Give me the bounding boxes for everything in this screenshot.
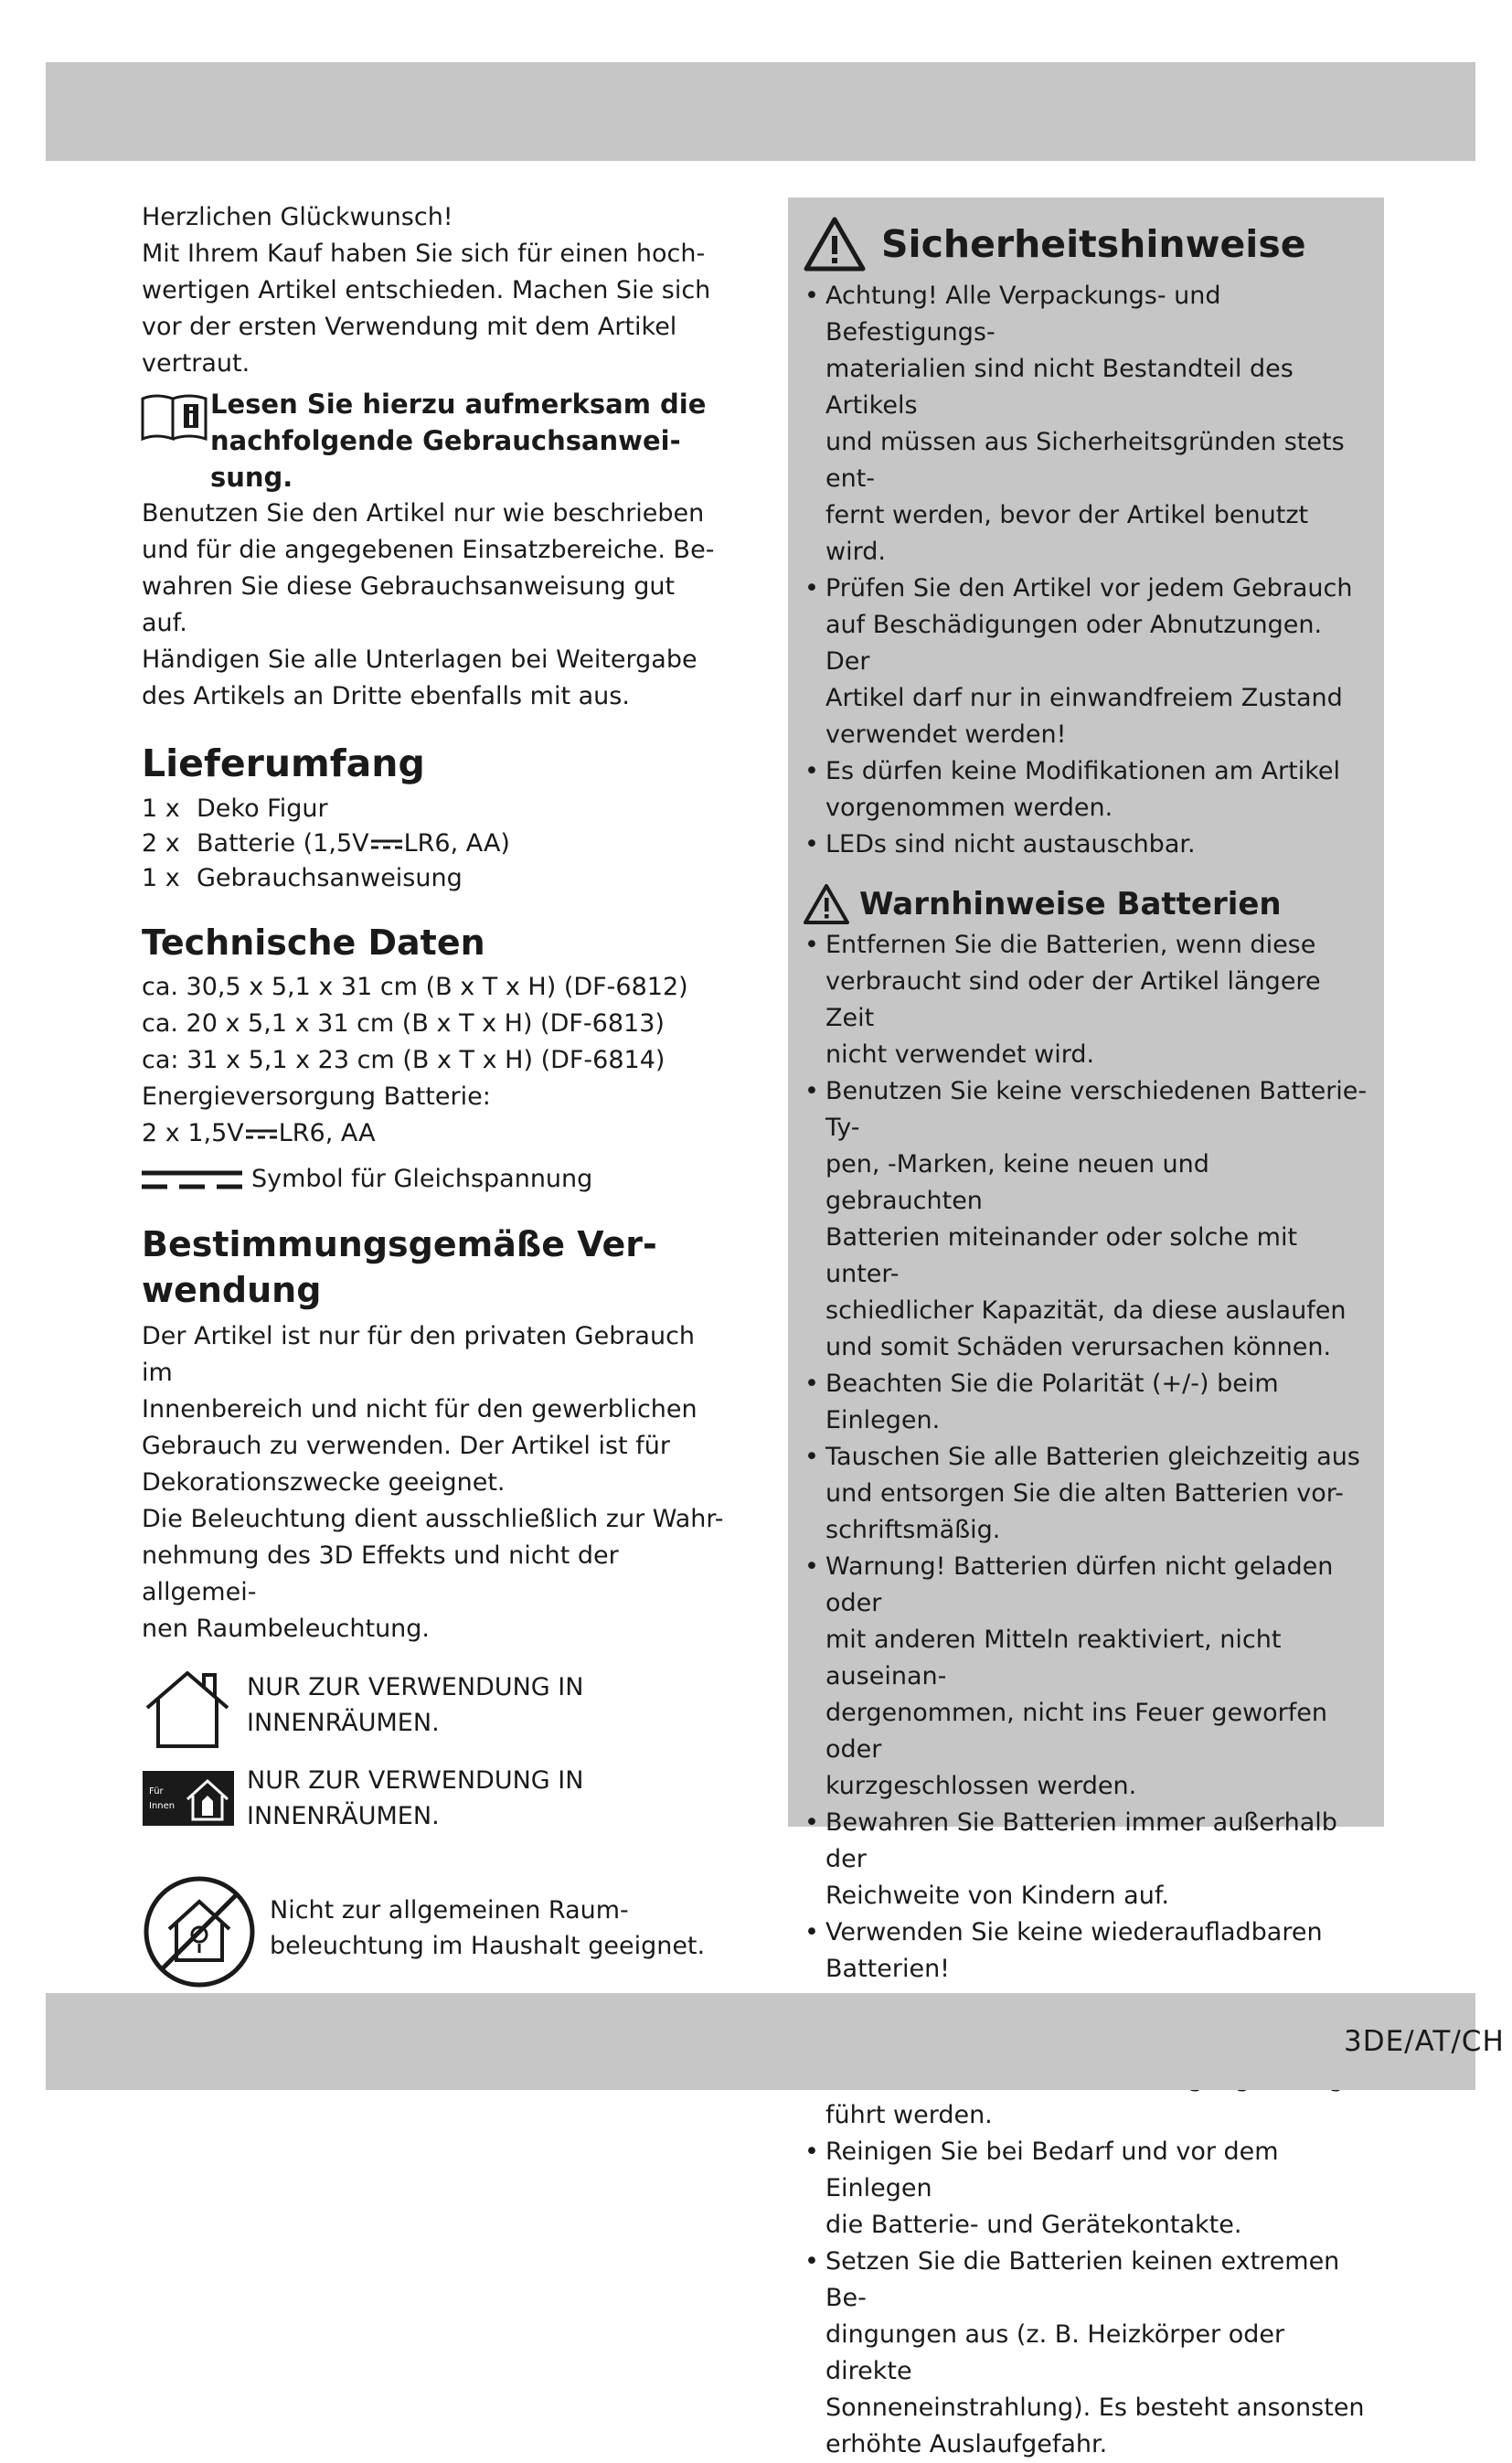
safety-panel bbox=[788, 197, 1384, 2458]
note-line: nachfolgende Gebrauchsanwei- bbox=[210, 425, 681, 456]
footer-band bbox=[46, 1993, 1505, 2090]
scope-list bbox=[142, 792, 727, 896]
indoor-text: NUR ZUR VERWENDUNG IN bbox=[247, 1766, 584, 1795]
intended-line: nehmung des 3D Effekts und nicht der allgemei- bbox=[142, 1541, 619, 1606]
list-item bbox=[142, 861, 727, 896]
list-item: • Prüfen Sie den Artikel vor jedem Gebrauch auf Beschädigungen oder Abnutzungen. Der Artikel darf nur in einwandfreiem Zustand verwendet werden! bbox=[803, 570, 1374, 753]
left-column bbox=[142, 199, 727, 1993]
list-item: • Setzen Sie die Batterien keinen extremen Be- dingungen aus (z. B. Heizkörper oder direkte Sonneneinstrahlung). Es besteht ansonsten erhöhte Auslaufgefahr. bbox=[803, 2244, 1374, 2463]
tech-title: Technische Daten bbox=[142, 922, 485, 963]
note-line: sung. bbox=[210, 462, 293, 493]
usage-paragraph bbox=[142, 496, 727, 715]
list-item: • Tauschen Sie alle Batterien gleichzeitig aus und entsorgen Sie die alten Batterien vor- schriftsmäßig. bbox=[803, 1439, 1374, 1549]
usage-line: Händigen Sie alle Unterlagen bei Weitergabe bbox=[142, 645, 697, 674]
usage-line: Benutzen Sie den Artikel nur wie beschrieben bbox=[142, 499, 705, 528]
item-qty: 1 x bbox=[142, 794, 180, 823]
item-text bbox=[197, 826, 510, 861]
item-text-part: LR6, AA) bbox=[403, 829, 510, 858]
list-item: • LEDs sind nicht austauschbar. bbox=[803, 826, 1374, 863]
title-line: Bestimmungsgemäße Ver- bbox=[142, 1224, 657, 1264]
item-text: Gebrauchsanweisung bbox=[197, 864, 463, 892]
battery-spec: LR6, AA bbox=[278, 1119, 376, 1147]
no-room-lighting-icon bbox=[142, 1874, 257, 1989]
not-room-lighting-row bbox=[142, 1874, 727, 1993]
list-item: • Bewahren Sie Batterien immer außerhalb der Reichweite von Kindern auf. bbox=[803, 1805, 1374, 1914]
tech-line: ca. 30,5 x 5,1 x 31 cm (B x T x H) (DF-6812) bbox=[142, 973, 688, 1001]
house-outline-icon bbox=[142, 1668, 233, 1754]
dc-caption-row bbox=[142, 1161, 727, 1198]
warning-triangle-icon bbox=[803, 216, 867, 272]
usage-line: wahren Sie diese Gebrauchsanweisung gut auf. bbox=[142, 572, 676, 637]
intro-paragraph bbox=[142, 199, 727, 382]
dc-voltage-icon bbox=[371, 838, 402, 851]
indoor-use-row bbox=[142, 1668, 727, 1755]
list-item: • Achtung! Alle Verpackungs- und Befestigungs- materialien sind nicht Bestandteil des Artikels und müssen aus Sicherheitsgründen stets ent- fernt werden, bevor der Artikel benutzt wird. bbox=[803, 278, 1374, 570]
header-band bbox=[46, 62, 1475, 161]
safety-title: Sicherheitshinweise bbox=[881, 222, 1306, 266]
dc-caption: Symbol für Gleichspannung bbox=[251, 1165, 593, 1193]
list-item: • Benutzen Sie keine verschiedenen Batterie-Ty- pen, -Marken, keine neuen und gebrauchten Batterien miteinander oder solche mit unter- schiedlicher Kapazität, da diese auslaufen und somit Schäden verursachen können. bbox=[803, 1073, 1374, 1366]
item-qty: 1 x bbox=[142, 864, 180, 892]
list-item bbox=[142, 792, 727, 826]
intro-line: Herzlichen Glückwunsch! bbox=[142, 203, 453, 231]
open-book-info-icon bbox=[140, 391, 211, 442]
tech-line: ca. 20 x 5,1 x 31 cm (B x T x H) (DF-6813) bbox=[142, 1009, 665, 1038]
list-item: • Beachten Sie die Polarität (+/-) beim Einlegen. bbox=[803, 1366, 1374, 1439]
dc-voltage-symbol-icon bbox=[142, 1168, 242, 1192]
indoor-badge-icon bbox=[142, 1770, 235, 1827]
read-instructions-note bbox=[142, 386, 727, 496]
not-room-text: beleuchtung im Haushalt geeignet. bbox=[270, 1932, 706, 1960]
intended-use-paragraph bbox=[142, 1318, 727, 1647]
tech-paragraph bbox=[142, 969, 727, 1152]
tech-line: ca: 31 x 5,1 x 23 cm (B x T x H) (DF-6814) bbox=[142, 1046, 665, 1074]
intended-line: Gebrauch zu verwenden. Der Artikel ist für bbox=[142, 1432, 670, 1460]
battery-warnings-heading bbox=[803, 883, 1374, 925]
intro-line: Mit Ihrem Kauf haben Sie sich für einen hoch- bbox=[142, 240, 706, 268]
list-item: • Warnung! Batterien dürfen nicht geladen oder mit anderen Mitteln reaktiviert, nicht auseinan- dergenommen, nicht ins Feuer geworfen oder kurzgeschlossen werden. bbox=[803, 1549, 1374, 1805]
intended-line: nen Raumbeleuchtung. bbox=[142, 1615, 431, 1643]
list-item: • Reinigen Sie bei Bedarf und vor dem Einlegen die Batterie- und Gerätekontakte. bbox=[803, 2134, 1374, 2244]
list-item bbox=[142, 826, 727, 861]
list-item: • Entfernen Sie die Batterien, wenn diese verbraucht sind oder der Artikel längere Zeit nicht verwendet wird. bbox=[803, 927, 1374, 1073]
battery-spec: 2 x 1,5V bbox=[142, 1119, 244, 1147]
indoor-text: NUR ZUR VERWENDUNG IN bbox=[247, 1673, 584, 1701]
intro-line: vertraut. bbox=[142, 349, 250, 378]
badge-line: Innen bbox=[149, 1801, 176, 1811]
usage-line: des Artikels an Dritte ebenfalls mit aus. bbox=[142, 682, 630, 710]
scope-title: Lieferumfang bbox=[142, 741, 425, 785]
intended-use-title bbox=[142, 1221, 727, 1313]
intro-line: wertigen Artikel entschieden. Machen Sie sich bbox=[142, 276, 711, 304]
safety-list bbox=[803, 278, 1374, 863]
intended-line: Der Artikel ist nur für den privaten Gebrauch im bbox=[142, 1322, 696, 1387]
battery-warnings-title: Warnhinweise Batterien bbox=[859, 886, 1282, 922]
warning-triangle-icon bbox=[803, 883, 850, 925]
usage-line: und für die angegebenen Einsatzbereiche. Be- bbox=[142, 536, 715, 564]
battery-warnings-list bbox=[803, 927, 1374, 2463]
indoor-use-row-2 bbox=[142, 1761, 727, 1849]
intro-line: vor der ersten Verwendung mit dem Artikel bbox=[142, 313, 677, 341]
dc-voltage-icon bbox=[246, 1128, 277, 1141]
list-item: • Verwenden Sie keine wiederaufladbaren Batterien! bbox=[803, 1914, 1374, 1988]
list-item: • Es dürfen keine Modifikationen am Artikel vorgenommen werden. bbox=[803, 753, 1374, 826]
intended-line: Dekorationszwecke geeignet. bbox=[142, 1468, 506, 1497]
item-text-part: Batterie (1,5V bbox=[197, 829, 369, 858]
tech-line: Energieversorgung Batterie: bbox=[142, 1082, 491, 1111]
not-room-text: Nicht zur allgemeinen Raum- bbox=[270, 1896, 629, 1925]
note-line: Lesen Sie hierzu aufmerksam die bbox=[210, 389, 707, 420]
intended-line: Die Beleuchtung dient ausschließlich zur Wahr- bbox=[142, 1505, 724, 1533]
list-item: • führt werden. bbox=[803, 1988, 1374, 2134]
intended-line: Innenbereich und nicht für den gewerblichen bbox=[142, 1395, 697, 1423]
item-qty: 2 x bbox=[142, 829, 180, 858]
indoor-text: INNENRÄUMEN. bbox=[247, 1802, 440, 1830]
indoor-text: INNENRÄUMEN. bbox=[247, 1709, 440, 1737]
title-line: wendung bbox=[142, 1270, 322, 1310]
safety-heading bbox=[803, 216, 1374, 272]
badge-line: Für bbox=[149, 1786, 164, 1797]
page-number: 3DE/AT/CH bbox=[1344, 2025, 1505, 2058]
item-text: Deko Figur bbox=[197, 794, 328, 823]
